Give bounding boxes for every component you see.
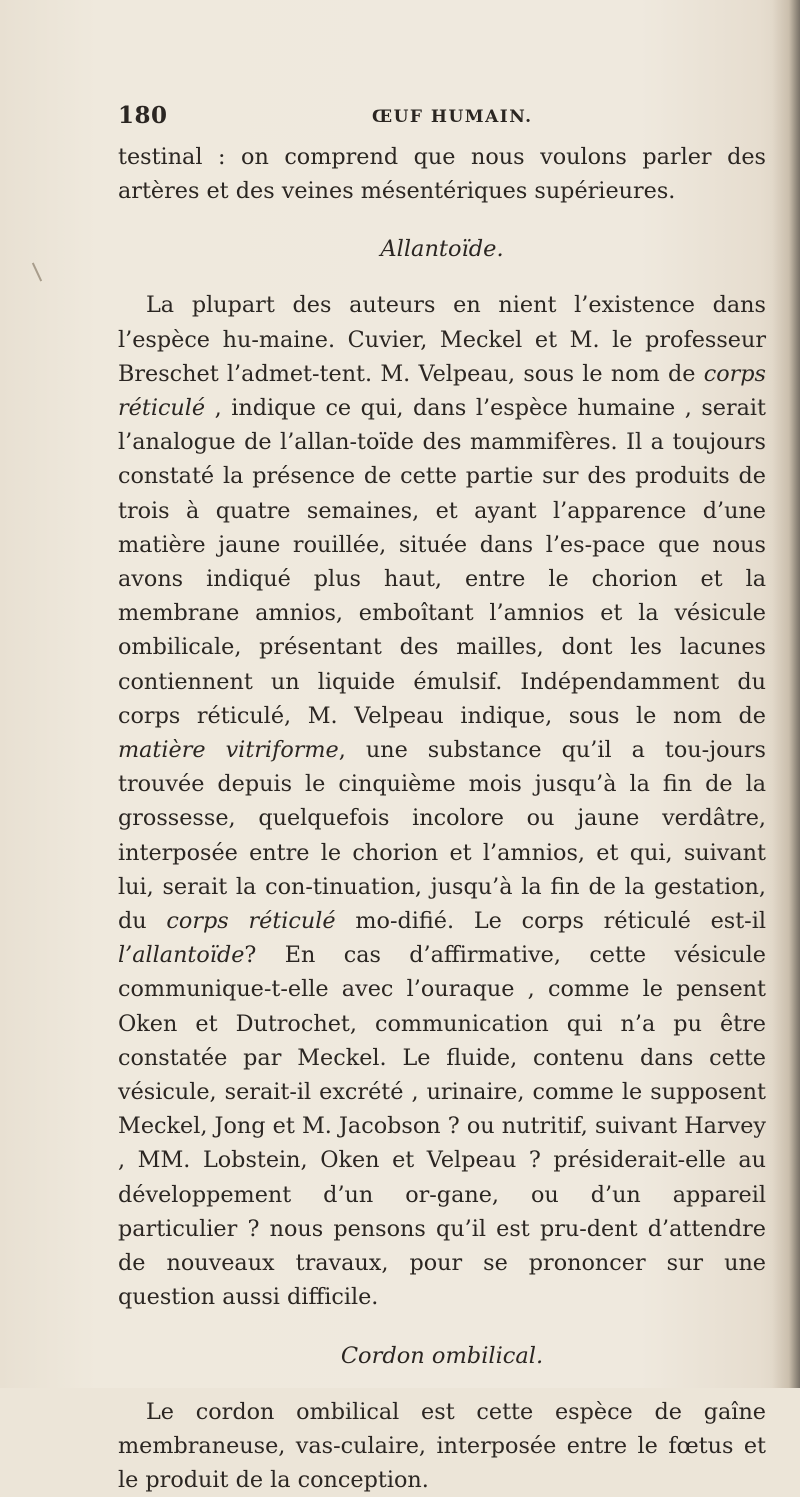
page-header [118,102,758,132]
spacer [118,1315,766,1339]
text-run: mo-difié. Le corps réticulé est-il [336,908,766,934]
text-block [118,140,766,1497]
spacer [118,208,766,232]
text-run: , une substance qu’il a tou-jours trouvée depuis le cinquième mois jusqu’à la fin de la grossesse, quelquefois incolore ou jaune verdâtre, interposée entre le chorion et l’amnios, et qui, suivant lui, serait la con-tinuation, jusqu’à la fin de la gestation, du [118,737,766,934]
spacer [118,1373,766,1395]
spacer [118,266,766,288]
text-run: ? En cas d’affirmative, cette vésicule communique-t-elle avec l’ouraque , comme le pensent Oken et Dutrochet, communication qui n’a pu être constatée par Meckel. Le fluide, contenu dans cette vésicule, serait-il excrété , urinaire, comme le supposent Meckel, Jong et M. Jacobson ? ou nutritif, suivant Harvey , MM. Lobstein, Oken et Velpeau ? présiderait-elle au développement d’un or-gane, ou d’un appareil particulier ? nous pensons qu’il est pru-dent d’attendre de nouveaux travaux, pour se prononcer sur une question aussi difficile. [118,942,766,1310]
text-run: , indique ce qui, dans l’espèce humaine , serait l’analogue de l’allan-toïde des mammifères. Il a toujours constaté la présence de cette partie sur des produits de trois à quatre semaines, et ayant l’apparence d’une matière jaune rouillée, située dans l’es-pace que nous avons indiqué plus haut, entre le chorion et la membrane amnios, emboîtant l’amnios et la vésicule ombilicale, présentant des mailles, dont les lacunes contiennent un liquide émulsif. Indépendamment du corps réticulé, M. Velpeau indique, sous le nom de [118,395,766,729]
italic-term: l’allantoïde [118,942,244,968]
italic-term: corps réticulé [166,908,335,934]
section-heading-allantoide: Allantoïde. [118,232,766,266]
running-head: ŒUF HUMAIN. [372,107,533,127]
paper-mark [32,263,42,282]
paragraph-continuation: testinal : on comprend que nous voulons parler des artères et des veines mésentériques supérieures. [118,140,766,208]
page-edge-shadow [772,0,800,1388]
section-heading-cordon: Cordon ombilical. [118,1339,766,1373]
italic-term: corps réticulé [118,361,766,421]
page-number: 180 [118,102,168,129]
paragraph-cordon: Le cordon ombilical est cette espèce de gaîne membraneuse, vas-culaire, interposée entre le fœtus et le produit de la conception. [118,1395,766,1497]
text-run: La plupart des auteurs en nient l’existence dans l’espèce hu-maine. Cuvier, Meckel et M. le professeur Breschet l’admet-tent. M. Velpeau, sous le nom de [118,292,766,386]
italic-term: matière vitriforme [118,737,339,763]
paragraph-allantoide [118,288,766,1314]
